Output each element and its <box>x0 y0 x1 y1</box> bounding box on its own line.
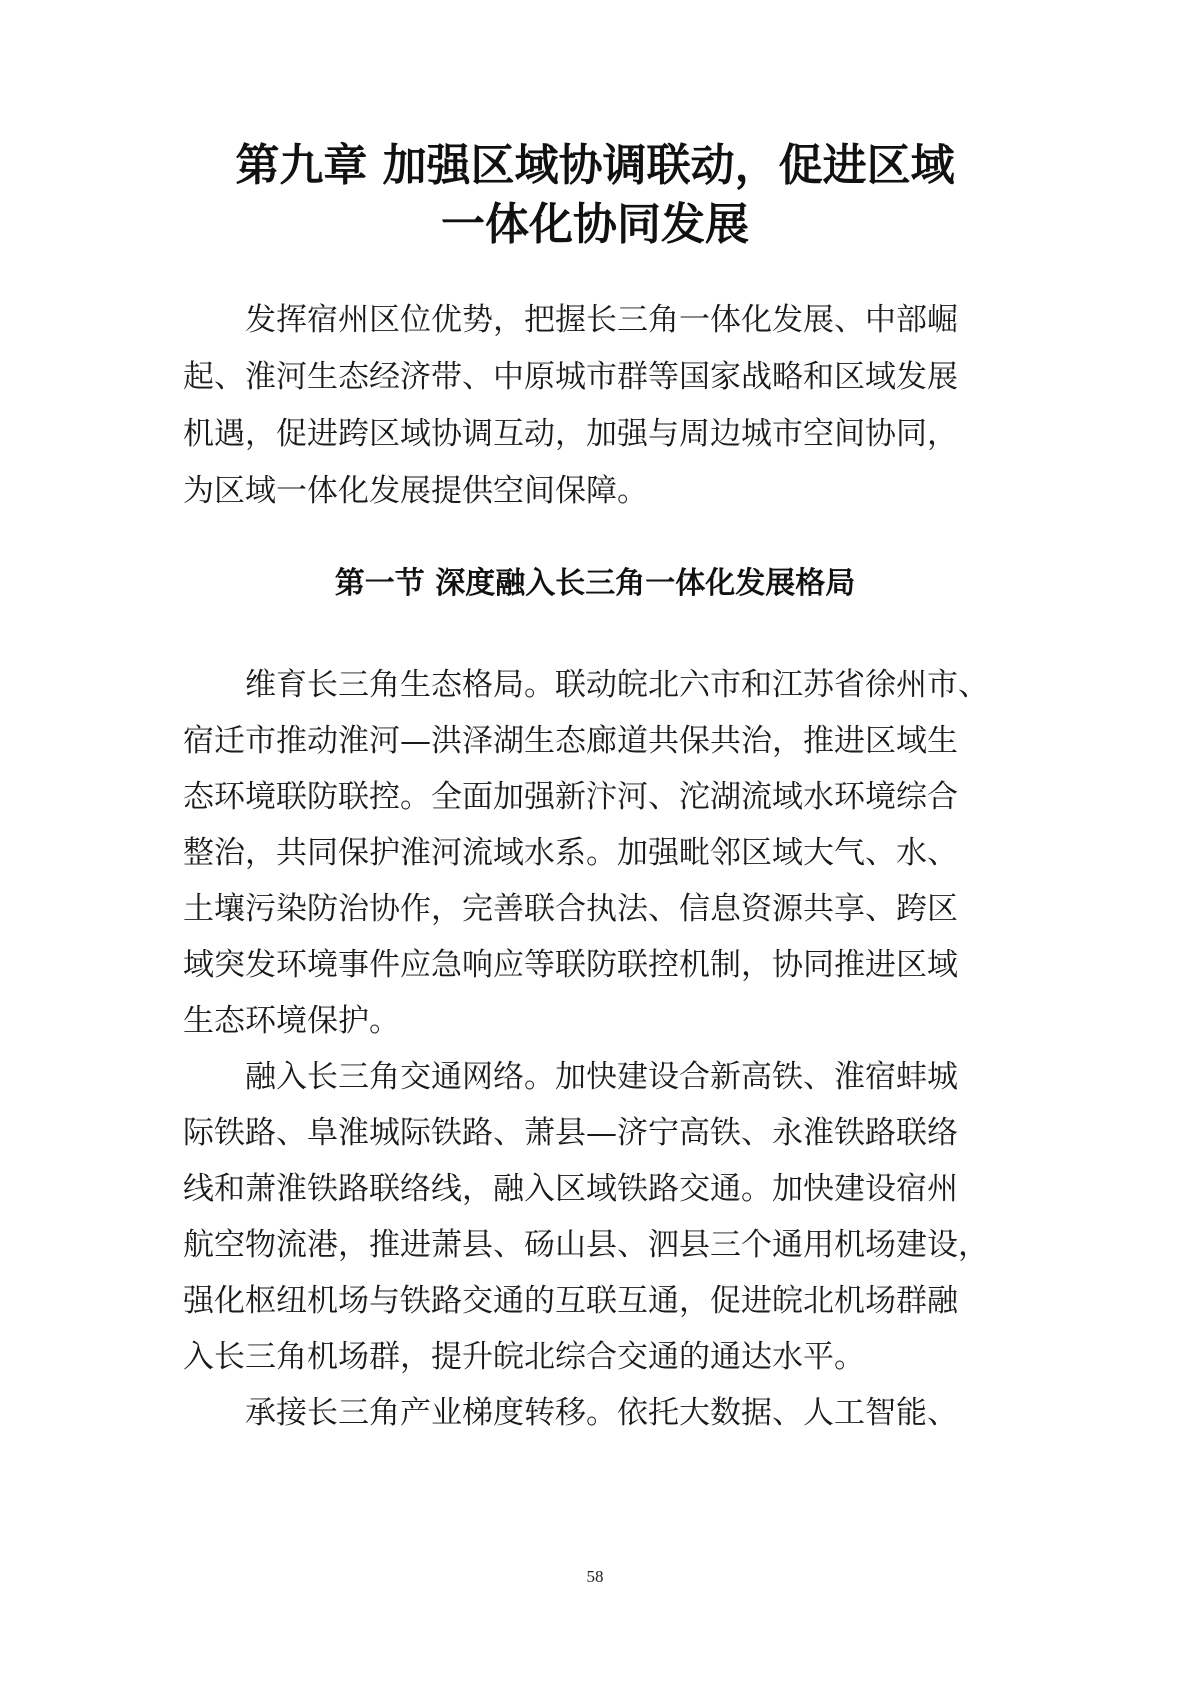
ecology-paragraph-line: 整治，共同保护淮河流域水系。加强毗邻区域大气、水、 <box>183 835 958 871</box>
intro-paragraph-line: 发挥宿州区位优势，把握长三角一体化发展、中部崛 <box>245 302 958 338</box>
ecology-paragraph-line: 态环境联防联控。全面加强新汴河、沱湖流域水环境综合 <box>183 779 958 815</box>
industry-paragraph-line: 承接长三角产业梯度转移。依托大数据、人工智能、 <box>245 1395 958 1431</box>
ecology-paragraph-line: 土壤污染防治协作，完善联合执法、信息资源共享、跨区 <box>183 891 958 927</box>
transport-paragraph-line: 强化枢纽机场与铁路交通的互联互通，促进皖北机场群融 <box>183 1283 958 1319</box>
intro-paragraph-line: 为区域一体化发展提供空间保障。 <box>183 473 648 509</box>
transport-paragraph-line: 航空物流港，推进萧县、砀山县、泗县三个通用机场建设， <box>183 1227 989 1263</box>
intro-paragraph-line: 机遇，促进跨区域协调互动，加强与周边城市空间协同， <box>183 416 958 452</box>
intro-paragraph-line: 起、淮河生态经济带、中原城市群等国家战略和区域发展 <box>183 359 958 395</box>
chapter-title-line-2: 一体化协同发展 <box>441 199 749 250</box>
ecology-paragraph-line: 维育长三角生态格局。联动皖北六市和江苏省徐州市、 <box>245 667 989 703</box>
transport-paragraph-line: 融入长三角交通网络。加快建设合新高铁、淮宿蚌城 <box>245 1059 958 1095</box>
ecology-paragraph-line: 域突发环境事件应急响应等联防联控机制，协同推进区域 <box>183 947 958 983</box>
ecology-paragraph-line: 生态环境保护。 <box>183 1003 400 1039</box>
section-heading: 第一节 深度融入长三角一体化发展格局 <box>334 566 856 601</box>
page-number: 58 <box>586 1567 604 1586</box>
ecology-paragraph-line: 宿迁市推动淮河—洪泽湖生态廊道共保共治，推进区域生 <box>183 723 958 759</box>
transport-paragraph-line: 际铁路、阜淮城际铁路、萧县—济宁高铁、永淮铁路联络 <box>183 1115 958 1151</box>
transport-paragraph-line: 入长三角机场群，提升皖北综合交通的通达水平。 <box>183 1339 865 1375</box>
chapter-title-line-1: 第九章 加强区域协调联动，促进区域 <box>235 140 955 191</box>
transport-paragraph-line: 线和萧淮铁路联络线，融入区域铁路交通。加快建设宿州 <box>183 1171 958 1207</box>
